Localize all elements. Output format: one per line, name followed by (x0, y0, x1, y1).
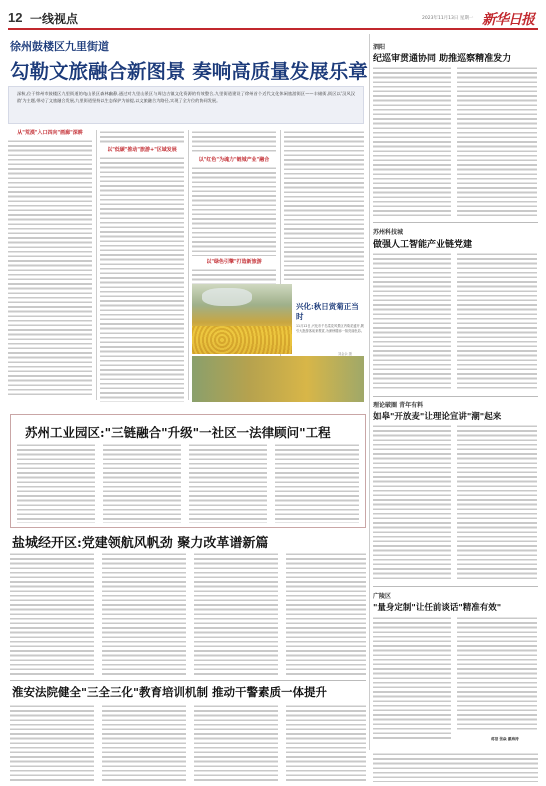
right-story-2-kicker: 苏州科技城 (373, 229, 404, 236)
feature-3 (10, 684, 366, 782)
right-body-text (457, 66, 537, 216)
page-header (0, 0, 546, 28)
right-story-4-kicker: 广陵区 (373, 593, 392, 600)
right-story-3-title: 如皋"开放麦"让理论宣讲"潮"起来 (373, 412, 502, 422)
feature-body-text (286, 704, 366, 782)
feature-body-text (102, 704, 186, 782)
feature-1-box (10, 414, 366, 528)
main-subhead-1: 从"荒漠"入口四向"画廊"深耕 (17, 130, 83, 136)
date-line: 2023年11月13日 星期一 (422, 16, 474, 21)
right-body-text (373, 752, 538, 782)
photo-credit: 刘金余 摄 (338, 352, 352, 356)
page-number: 12 (8, 10, 23, 25)
right-story-4-credit: 蒋蓓 张焱 戴海涛 (491, 737, 519, 741)
right-story-4-title: "量身定制"让任前谈话"精准有效" (373, 603, 502, 613)
feature-body-text (102, 552, 186, 676)
photo-caption-body: 11月12日,兴化市千岛菜花风景区内菊花盛开,吸引大批游客前来观赏,为深秋增添一抹亮丽色彩。 (296, 324, 364, 333)
feature-body-text (286, 552, 366, 676)
feature-body-text (10, 552, 94, 676)
feature-body-text (275, 443, 359, 523)
feature-body-text (17, 443, 95, 523)
main-story-kicker: 徐州鼓楼区九里街道 (10, 40, 109, 53)
right-body-text (457, 424, 537, 580)
main-body-text (100, 130, 184, 144)
feature-body-text (10, 704, 94, 782)
right-story-2-title: 做强人工智能产业链党建 (373, 240, 473, 250)
right-body-text (373, 424, 451, 580)
feature-body-text (194, 552, 278, 676)
feature-2 (10, 532, 366, 678)
feature-body-text (103, 443, 181, 523)
right-body-text (457, 616, 537, 732)
right-story-1-kicker: 泗阳 (373, 44, 386, 51)
main-body-text (8, 139, 92, 397)
header-rule (8, 28, 538, 30)
main-story (8, 34, 366, 412)
main-body-text (284, 130, 364, 280)
main-story-lead-box (8, 86, 364, 124)
right-body-text (373, 616, 451, 740)
newspaper-logo: 新华日报 (482, 12, 534, 28)
main-story-lead: 深秋,位于徐州市鼓楼区九里街道的龟山景区森林幽静,通过对九里山景区与周边古镇文化资源的有效整合,九里街道建设了徐州首个近代文化休闲旅游街区——丰储街,街区以'汉风汉韵'为主题,带动了文旅融合发展,九里街道坚持以生态保护为前提,以文旅融合为路径,实现了全方位的协同发展。 (17, 91, 355, 103)
main-body-text (192, 166, 276, 256)
main-subhead-2: 以"低碳"推动"旅游+"区域发展 (107, 147, 177, 153)
feature-2-title: 盐城经开区:党建领航风帆劲 聚力改革谱新篇 (12, 536, 269, 551)
section-name: 一线视点 (30, 12, 79, 26)
right-story-1-title: 纪巡审贯通协同 助推巡察精准发力 (373, 54, 512, 64)
feature-body-text (194, 704, 278, 782)
right-body-text (373, 66, 451, 216)
right-column (373, 34, 538, 750)
feature-1-title: 苏州工业园区:"三链融合"升级"一社区一法律顾问"工程 (25, 425, 331, 440)
right-story-3-kicker: 理论破圈 青年有料 (373, 402, 424, 409)
right-body-text (457, 252, 537, 390)
right-body-text (373, 252, 451, 390)
main-subhead-4: 以"绿色引擎"打造新旅游 (206, 259, 262, 265)
main-body-text (100, 156, 184, 402)
chrysanthemum-photo (192, 284, 292, 354)
main-subhead-3: 以"红色"为魂力"链城产业"融合 (198, 157, 270, 163)
main-photo-2 (192, 356, 364, 402)
feature-body-text (189, 443, 267, 523)
main-body-text (192, 130, 276, 154)
main-story-title: 勾勒文旅融合新图景 奏响高质量发展乐章 (10, 60, 368, 83)
photo-caption-title: 兴化:秋日赏菊正当时 (296, 302, 359, 321)
feature-3-title: 淮安法院健全"三全三化"教育培训机制 推动干警素质一体提升 (12, 685, 327, 699)
